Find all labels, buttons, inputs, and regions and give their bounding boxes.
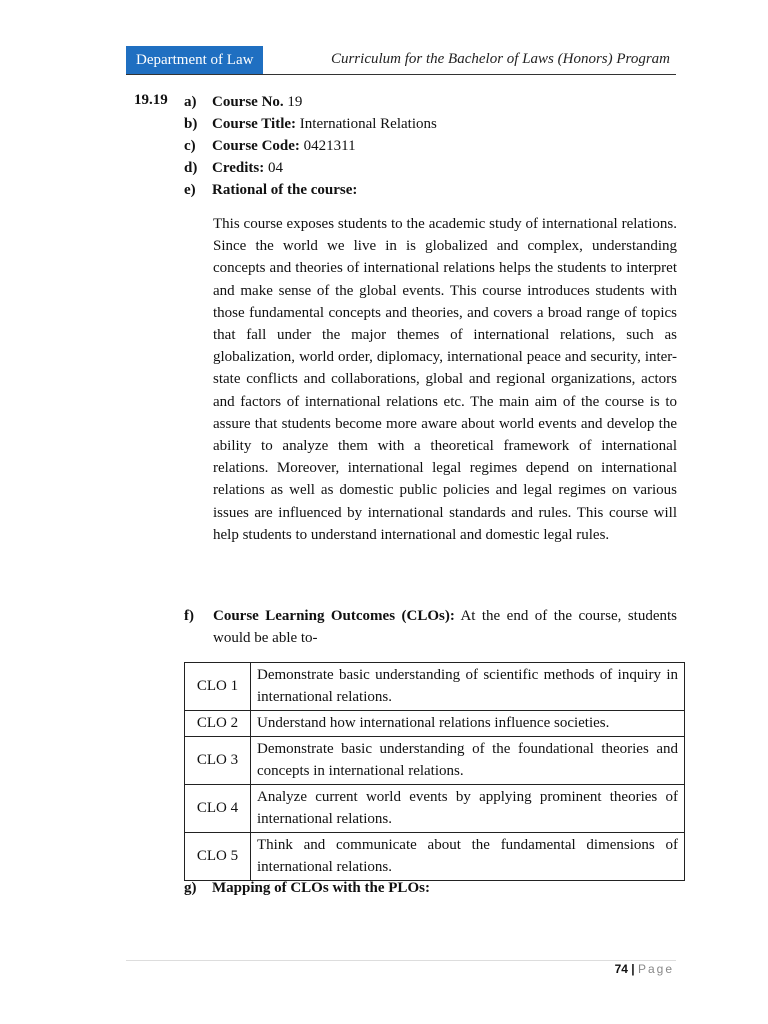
clo-code: CLO 4 — [185, 785, 251, 833]
footer-rule — [126, 960, 676, 961]
item-letter: c) — [184, 138, 196, 154]
header-rule — [126, 74, 676, 75]
course-title-item — [184, 113, 437, 135]
clo-code: CLO 1 — [185, 663, 251, 711]
table-row — [185, 663, 685, 711]
mapping-label: Mapping of CLOs with the PLOs: — [212, 880, 430, 896]
item-label: Rational of the course: — [212, 182, 358, 198]
clo-description: Understand how international relations influence societies. — [251, 711, 685, 737]
table-row — [185, 785, 685, 833]
page-number: 74 — [614, 962, 628, 976]
item-letter: a) — [184, 94, 197, 110]
clo-heading-letter: f) — [184, 608, 194, 624]
clo-heading-text: At the end of the course, students would be able to- — [213, 608, 677, 647]
course-number-item — [184, 91, 302, 113]
mapping-letter: g) — [184, 880, 197, 896]
department-label: Department of Law — [126, 46, 263, 74]
table-row — [185, 833, 685, 881]
item-value: International Relations — [296, 116, 437, 132]
item-label: Credits: — [212, 160, 265, 176]
section-number: 19.19 — [134, 92, 168, 108]
page-word: Page — [637, 962, 674, 976]
item-label: Course No. — [212, 94, 284, 110]
course-code-item — [184, 135, 356, 157]
clo-description: Analyze current world events by applying prominent theories of international relations. — [251, 785, 685, 833]
clo-description: Demonstrate basic understanding of scientific methods of inquiry in international relations. — [251, 663, 685, 711]
mapping-heading — [184, 877, 430, 899]
item-value: 0421311 — [299, 138, 356, 154]
item-letter: b) — [184, 116, 198, 132]
credits-item — [184, 157, 283, 179]
clo-description: Demonstrate basic understanding of the foundational theories and concepts in international relations. — [251, 737, 685, 785]
clo-description: Think and communicate about the fundamental dimensions of international relations. — [251, 833, 685, 881]
clo-code: CLO 5 — [185, 833, 251, 881]
item-label: Course Code: — [212, 138, 300, 154]
clo-intro — [213, 605, 677, 649]
clo-code: CLO 3 — [185, 737, 251, 785]
item-letter: d) — [184, 160, 198, 176]
item-value: 19 — [283, 94, 303, 110]
item-letter: e) — [184, 182, 196, 198]
curriculum-title: Curriculum for the Bachelor of Laws (Honors) Program — [330, 51, 670, 67]
table-row — [185, 711, 685, 737]
rationale-paragraph: This course exposes students to the academic study of international relations. Since the world we live in is globalized and complex, understanding concepts and theories of international relations helps the students to interpret and make sense of the global events. This course introduces students with those fundamental concepts and theories, and covers a broad range of topics that fall under the major themes of international relations, such as globalization, world order, diplomacy, international peace and security, inter-state conflicts and collaborations, global and regional organizations, actors and factors of international relations etc. The main aim of the course is to assure that students become more aware about world events and develop the ability to analyze them with a theoretical framework of international relations. Moreover, international legal regimes depend on international relations as well as domestic public policies and legal regimes on various issues are influenced by international standards and rules. This course will help students to understand international and domestic legal rules. — [213, 216, 677, 543]
rationale-heading — [184, 179, 357, 201]
page-header — [126, 45, 676, 75]
clo-table — [184, 662, 685, 881]
item-value: 04 — [264, 160, 283, 176]
clo-code: CLO 2 — [185, 711, 251, 737]
footer-separator: | — [631, 962, 635, 976]
clo-heading-label: Course Learning Outcomes (CLOs): — [213, 608, 455, 624]
table-row — [185, 737, 685, 785]
page-footer — [615, 962, 674, 976]
item-label: Course Title: — [212, 116, 297, 132]
